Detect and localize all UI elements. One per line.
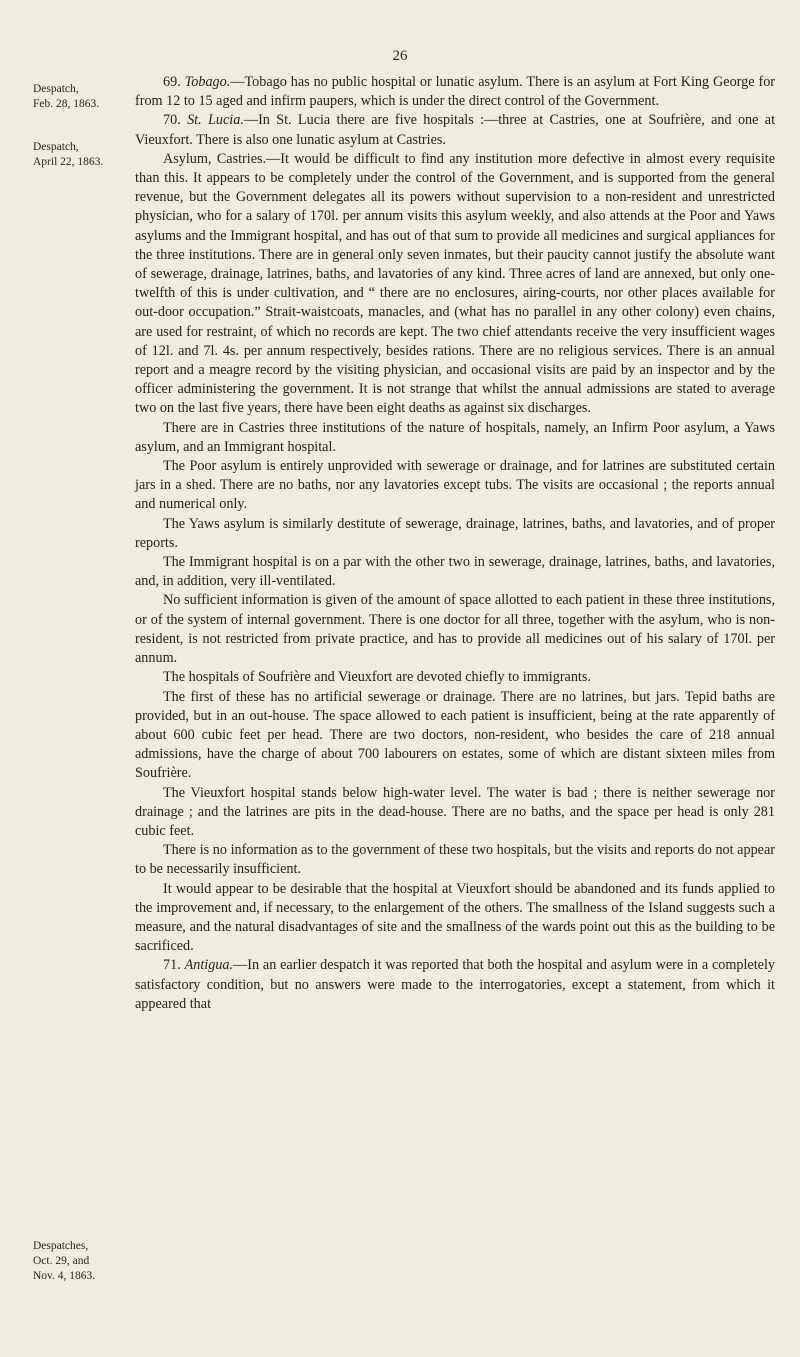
margin-note-line: April 22, 1863. — [33, 156, 104, 168]
paragraph-st-lucia — [135, 111, 775, 149]
paragraph-text: —In St. Lucia there are five hospitals :—three at Castries, one at Soufrière, and one at Vieuxfort. There is also one lunatic asylum at Castries. — [135, 112, 776, 148]
margin-note-line: Nov. 4, 1863. — [33, 1270, 96, 1282]
section-number: 71. — [163, 957, 185, 974]
paragraph-text: —Tobago has no public hospital or lunatic asylum. There is an asylum at Fort King George for from 12 to 15 aged and infirm paupers, which is under the direct control of the Government. — [135, 74, 776, 110]
section-title: Antigua. — [184, 957, 234, 974]
paragraph-space-information: No sufficient information is given of the amount of space allotted to each patient in these three institutions, or of the system of internal government. There is one doctor for all three, together with the asylum, who is non-resident, is not restricted from private practice, and has to provide all medicines out of his salary of 170l. per annum. — [135, 592, 775, 667]
paragraph-tobago — [135, 73, 775, 111]
section-title: St. Lucia. — [187, 112, 244, 129]
margin-note-line: Despatch, — [33, 83, 79, 95]
section-title: Tobago. — [184, 74, 231, 90]
paragraph-recommendation: It would appear to be desirable that the hospital at Vieuxfort should be abandoned and its funds applied to the improvement and, if necessary, to the enlargement of the others. The smallness of the Island suggests such a measure, and the natural disadvantages of site and the smallness of the wards point out this as the building to be sacrificed. — [135, 880, 775, 955]
main-text — [135, 73, 775, 1014]
paragraph-government-information: There is no information as to the government of these two hospitals, but the visits and reports do not appear to be necessarily insufficient. — [135, 842, 775, 878]
page-number: 26 — [392, 48, 408, 64]
paragraph-text: —In an earlier despatch it was reported that both the hospital and asylum were in a completely satisfactory condition, but no answers were made to the interrogatories, except a statement, from which it appeared that — [135, 957, 776, 1012]
paragraph-castries-institutions: There are in Castries three institutions of the nature of hospitals, namely, an Infirm Poor asylum, a Yaws asylum, and an Immigrant hospital. — [135, 419, 775, 455]
margin-note-despatch-april — [33, 140, 123, 170]
section-number: 70. — [163, 112, 188, 129]
paragraph-asylum-castries: Asylum, Castries.—It would be difficult to find any institution more defective in almost every requisite than this. It appears to be completely under the control of the Government, and is supported from the general revenue, but the Government delegates all its powers without supervision to a non-resident and unrestricted physician, who for a salary of 170l. per annum visits this asylum weekly, and also attends at the Poor and Yaws asylums and the Immigrant hospital, and has out of that sum to provide all medicines and surgical appliances for the three institutions. There are in general only seven inmates, but their paucity cannot justify the absolute want of sewerage, drainage, latrines, baths, and lavatories of any kind. Three acres of land are annexed, but only one-twelfth of this is under cultivation, and “ there are no enclosures, airing-courts, nor other places available for out-door occupation.” Strait-waistcoats, manacles, and (what has no parallel in any other colony) even chains, are used for restraint, of which no records are kept. The two chief attendants receive the very insufficient wages of 12l. and 7l. 4s. per annum respectively, besides rations. There are no religious services. There is an annual report and a meagre record by the visiting physician, and occasional visits are paid by an inspector and by the officer administering the government. It is not strange that whilst the annual admissions are stated to average two on the last five years, there have been eight deaths as against six discharges. — [135, 150, 775, 417]
margin-note-line: Feb. 28, 1863. — [33, 98, 100, 110]
paragraph-antigua — [135, 956, 775, 1014]
margin-note-line: Despatches, — [33, 1240, 89, 1252]
margin-note-line: Despatch, — [33, 141, 79, 153]
margin-note-line: Oct. 29, and — [33, 1255, 90, 1267]
margin-note-despatch-feb — [33, 82, 123, 112]
paragraph-immigrant-hospital: The Immigrant hospital is on a par with the other two in sewerage, drainage, latrines, baths, and lavatories, and, in addition, very ill-ventilated. — [135, 554, 775, 590]
paragraph-soufriere-vieuxfort: The hospitals of Soufrière and Vieuxfort are devoted chiefly to immigrants. — [163, 669, 591, 686]
section-number: 69. — [163, 74, 185, 90]
paragraph-soufriere-hospital: The first of these has no artificial sewerage or drainage. There are no latrines, but jars. Tepid baths are provided, but in an out-house. The space allowed to each patient is insufficient, being at the rate apparently of about 600 cubic feet per head. There are two doctors, non-resident, who besides the care of 218 annual admissions, have the charge of about 700 labourers on estates, some of which are distant sixteen miles from Soufrière. — [135, 688, 775, 782]
paragraph-poor-asylum: The Poor asylum is entirely unprovided with sewerage or drainage, and for latrines are substituted certain jars in a shed. There are no baths, nor any lavatories except tubs. The visits are occasional ; the reports annual and numerical only. — [135, 458, 775, 513]
margin-note-despatches-oct-nov — [33, 1239, 123, 1284]
paragraph-vieuxfort-hospital: The Vieuxfort hospital stands below high-water level. The water is bad ; there is neither sewerage nor drainage ; and the latrines are pits in the dead-house. There are no baths, and the space per head is only 281 cubic feet. — [135, 784, 775, 839]
paragraph-yaws-asylum: The Yaws asylum is similarly destitute of sewerage, drainage, latrines, baths, and lavatories, and of proper reports. — [135, 515, 775, 551]
